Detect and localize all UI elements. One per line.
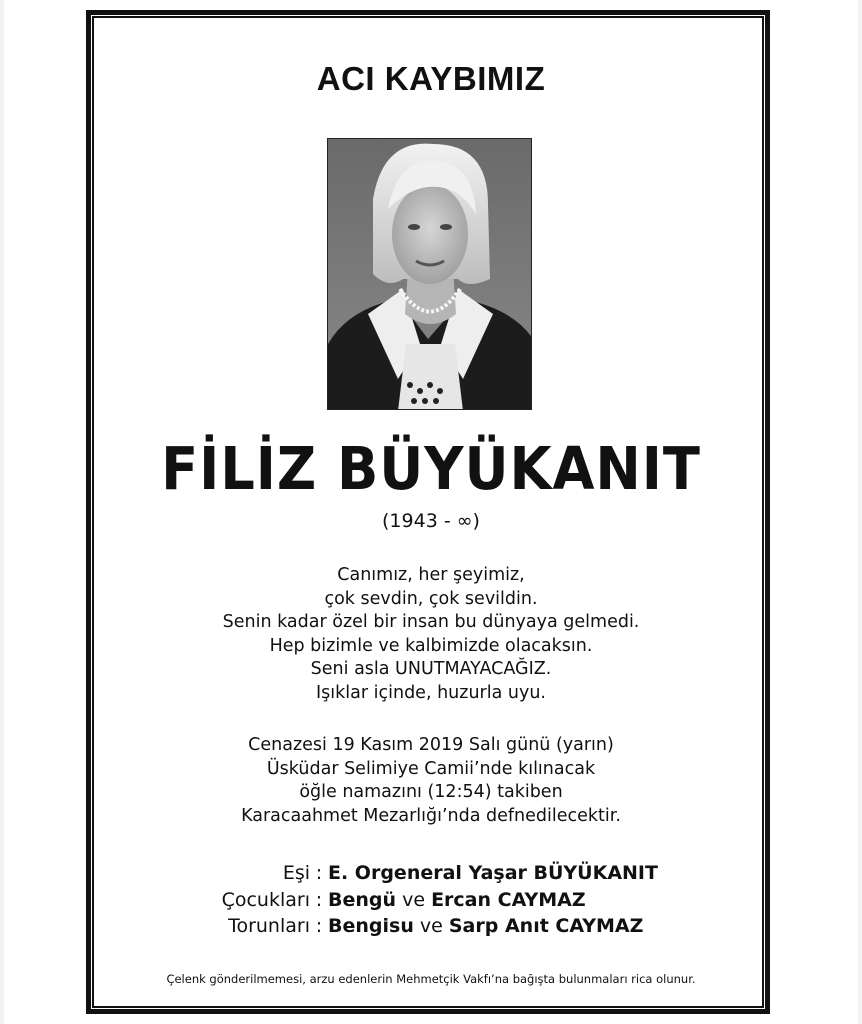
memorial-line: Senin kadar özel bir insan bu dünyaya gelmedi. bbox=[222, 612, 640, 632]
grandchild-name: Sarp Anıt CAYMAZ bbox=[448, 915, 644, 937]
funeral-line: Karacaahmet Mezarlığı’nda defnedilecektir. bbox=[241, 805, 621, 826]
child-name: Bengü bbox=[328, 888, 397, 911]
family-row-children bbox=[0, 887, 862, 914]
family-label: Çocukları bbox=[221, 888, 310, 911]
child-name: Ercan CAYMAZ bbox=[431, 888, 586, 911]
family-separator: : bbox=[315, 862, 323, 884]
family-label: Torunları bbox=[228, 915, 310, 937]
obituary-heading: ACI KAYBIMIZ bbox=[316, 60, 546, 97]
memorial-line: Hep bizimle ve kalbimizde olacaksın. bbox=[269, 635, 593, 656]
memorial-line: Canımız, her şeyimiz, bbox=[337, 565, 525, 585]
family-row-spouse bbox=[0, 860, 862, 887]
family-separator: : bbox=[315, 915, 323, 937]
family-label: Eşi bbox=[282, 862, 310, 884]
funeral-line: Cenazesi 19 Kasım 2019 Salı günü (yarın) bbox=[248, 735, 614, 755]
funeral-details bbox=[0, 734, 862, 828]
spouse-name: E. Orgeneral Yaşar BÜYÜKANIT bbox=[328, 862, 658, 884]
family-row-grandchildren bbox=[0, 913, 862, 940]
life-years: (1943 - ∞) bbox=[382, 510, 480, 532]
donation-note: Çelenk gönderilmemesi, arzu edenlerin Mehmetçik Vakfı’na bağışta bulunmaları rica olunur. bbox=[166, 972, 696, 986]
memorial-message bbox=[0, 564, 862, 705]
funeral-line: Üsküdar Selimiye Camii’nde kılınacak bbox=[266, 758, 596, 779]
funeral-line: öğle namazını (12:54) takiben bbox=[299, 782, 563, 802]
deceased-name: FİLİZ BÜYÜKANIT bbox=[161, 434, 701, 503]
portrait-photo bbox=[327, 138, 532, 410]
conjunction: ve bbox=[419, 915, 443, 937]
family-separator: : bbox=[315, 888, 323, 911]
memorial-line: Seni asla UNUTMAYACAĞIZ. bbox=[310, 659, 552, 679]
portrait-photo-image bbox=[328, 139, 532, 410]
conjunction: ve bbox=[402, 888, 426, 911]
memorial-line: çok sevdin, çok sevildin. bbox=[324, 588, 538, 609]
family-list bbox=[0, 860, 862, 940]
memorial-line: Işıklar içinde, huzurla uyu. bbox=[316, 682, 546, 703]
grandchild-name: Bengisu bbox=[328, 915, 414, 937]
